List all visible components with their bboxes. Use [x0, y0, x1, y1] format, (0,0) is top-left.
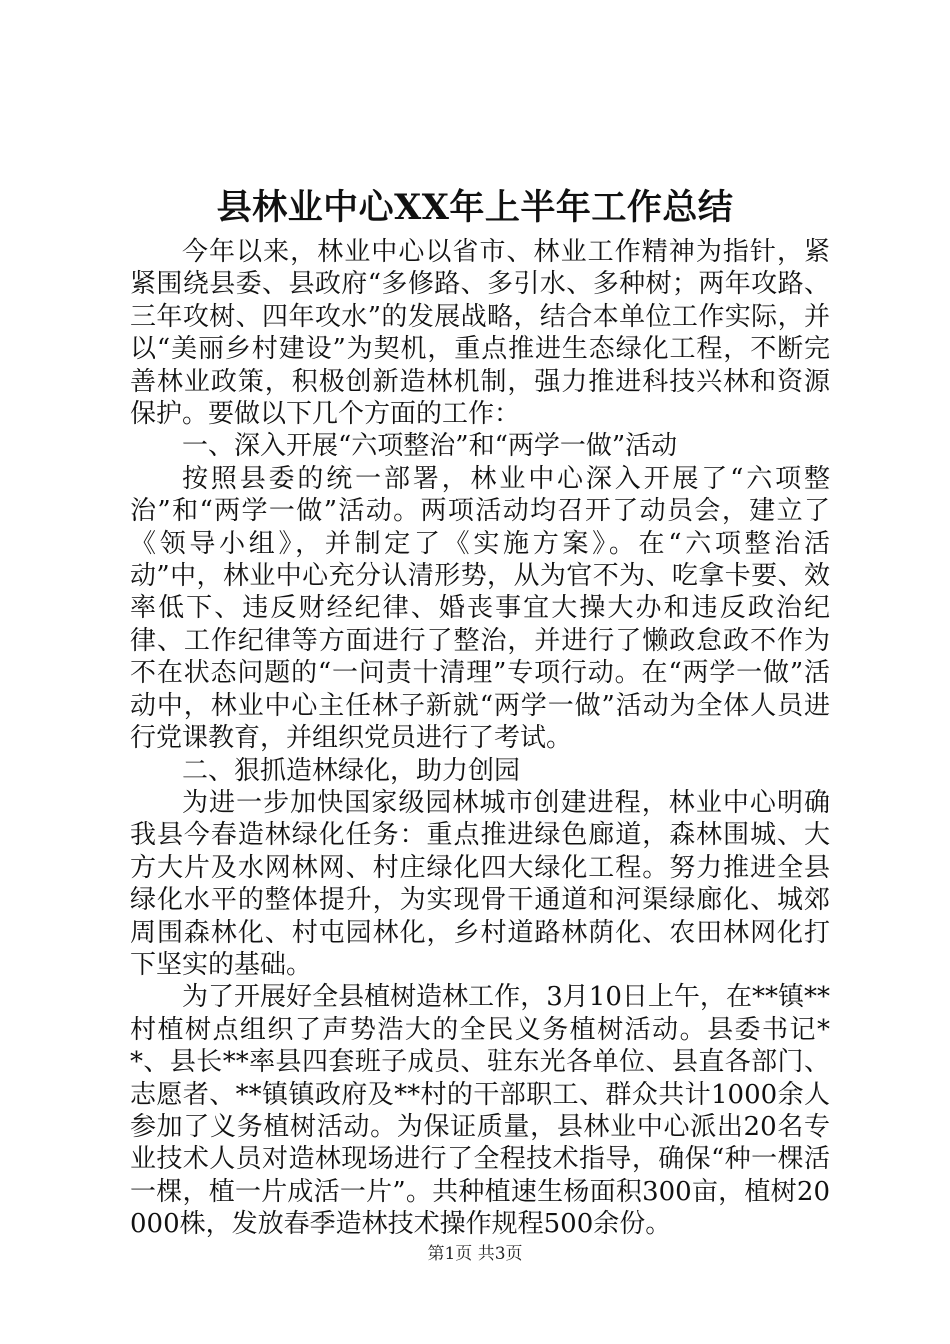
section-2-paragraph-1: 为进一步加快国家级园林城市创建进程，林业中心明确我县今春造林绿化任务：重点推进绿色廊道，森林围城、大方大片及水网林网、村庄绿化四大绿化工程。努力推进全县绿化水平的整体提升，为实现骨干通道和河渠绿廊化、城郊周围森林化、村屯园林化，乡村道路林荫化、农田林网化打下坚实的基础。: [130, 787, 830, 980]
section-heading-1: 一、深入开展“六项整治”和“两学一做”活动: [182, 431, 678, 462]
intro-paragraph: 今年以来，林业中心以省市、林业工作精神为指针，紧紧围绕县委、县政府“多修路、多引水、多种树；两年攻路、三年攻树、四年攻水”的发展战略，结合本单位工作实际，并以“美丽乡村建设”为契机，重点推进生态绿化工程，不断完善林业政策，积极创新造林机制，强力推进科技兴林和资源保护。要做以下几个方面的工作：: [130, 237, 830, 430]
section-heading-2: 二、狠抓造林绿化，助力创园: [182, 755, 521, 786]
section-1-paragraph: 按照县委的统一部署，林业中心深入开展了“六项整治”和“两学一做”活动。两项活动均召开了动员会，建立了《领导小组》，并制定了《实施方案》。在“六项整治活动”中，林业中心充分认清形势，从为官不为、吃拿卡要、效率低下、违反财经纪律、婚丧事宜大操大办和违反政治纪律、工作纪律等方面进行了整治，并进行了懒政怠政不作为不在状态问题的“一问责十清理”专项行动。在“两学一做”活动中，林业中心主任林子新就“两学一做”活动为全体人员进行党课教育，并组织党员进行了考试。: [130, 463, 830, 754]
section-2-paragraph-2: 为了开展好全县植树造林工作，3月10日上午，在**镇**村植树点组织了声势浩大的全民义务植树活动。县委书记**、县长**率县四套班子成员、驻东光各单位、县直各部门、志愿者、**镇镇政府及**村的干部职工、群众共计1000余人参加了义务植树活动。为保证质量，县林业中心派出20名专业技术人员对造林现场进行了全程技术指导，确保“种一棵活一棵，植一片成活一片”。共种植速生杨面积300亩，植树20000株，发放春季造林技术操作规程500余份。: [130, 982, 830, 1240]
document-title: 县林业中心XX年上半年工作总结: [216, 187, 734, 228]
document-body: [130, 236, 830, 1241]
page-number-footer: 第1页 共3页: [427, 1244, 523, 1264]
